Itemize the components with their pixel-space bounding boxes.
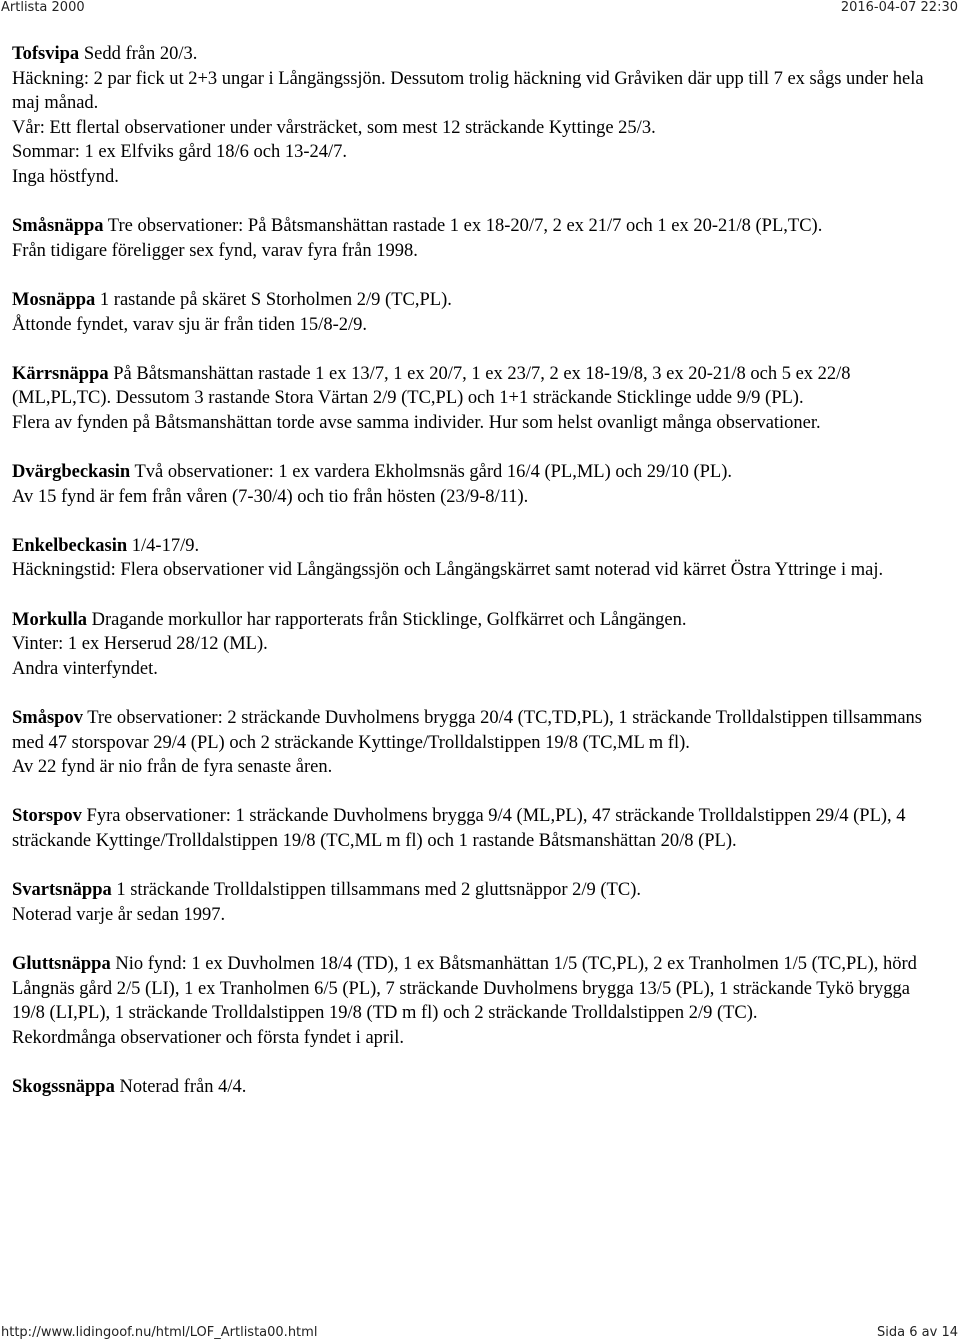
species-name: Mosnäppa bbox=[12, 289, 96, 310]
page-header bbox=[0, 0, 960, 18]
entry-note: Andra vinterfyndet. bbox=[12, 658, 158, 679]
page-number: Sida 6 av 14 bbox=[877, 1325, 958, 1340]
entry-first-line bbox=[12, 952, 947, 1026]
entry-note: Rekordmånga observationer och första fyndet i april. bbox=[12, 1027, 404, 1048]
entry-note: Av 22 fynd är nio från de fyra senaste åren. bbox=[12, 757, 333, 778]
entry-note: Inga höstfynd. bbox=[12, 166, 119, 187]
species-summary: Tre observationer: På Båtsmanshättan rastade 1 ex 18-20/7, 2 ex 21/7 och 1 ex 20-21/8 (PL,TC). bbox=[103, 216, 823, 237]
species-entry bbox=[12, 608, 947, 682]
entry-first-line bbox=[12, 362, 947, 411]
species-name: Gluttsnäppa bbox=[12, 953, 111, 974]
species-entry bbox=[12, 1075, 947, 1100]
species-entry bbox=[12, 804, 947, 853]
entry-first-line bbox=[12, 460, 947, 485]
page-footer bbox=[0, 1323, 960, 1341]
species-name: Skogssnäppa bbox=[12, 1076, 115, 1097]
species-summary: Tre observationer: 2 sträckande Duvholmens brygga 20/4 (TC,TD,PL), 1 sträckande Trolldalstippen tillsammans med 47 storspovar 29/4 (PL) och 2 sträckande Kyttinge/Trolldalstippen 19/8 (TC,ML m fl). bbox=[12, 708, 923, 753]
species-summary: 1 sträckande Trolldalstippen tillsammans med 2 gluttsnäppor 2/9 (TC). bbox=[111, 880, 641, 901]
print-datetime: 2016-04-07 22:30 bbox=[840, 0, 958, 15]
entry-note: Vinter: 1 ex Herserud 28/12 (ML). bbox=[12, 634, 268, 655]
species-entry bbox=[12, 460, 947, 509]
entry-first-line bbox=[12, 706, 947, 755]
species-name: Morkulla bbox=[12, 609, 88, 630]
source-url: http://www.lidingoof.nu/html/LOF_Artlista00.html bbox=[1, 1325, 318, 1340]
species-name: Småspov bbox=[12, 708, 83, 729]
entry-note: Häckningstid: Flera observationer vid Långängssjön och Långängskärret samt noterad vid kärret Östra Yttringe i maj. bbox=[12, 560, 884, 581]
species-entry bbox=[12, 288, 947, 337]
document-title: Artlista 2000 bbox=[1, 0, 85, 15]
species-entry bbox=[12, 42, 947, 190]
entry-first-line bbox=[12, 878, 947, 903]
species-entry bbox=[12, 878, 947, 927]
species-name: Kärrsnäppa bbox=[12, 363, 109, 384]
entry-first-line bbox=[12, 1075, 947, 1100]
entry-first-line bbox=[12, 534, 947, 559]
species-summary: 1/4-17/9. bbox=[127, 535, 200, 556]
species-name: Tofsvipa bbox=[12, 44, 80, 64]
species-entry bbox=[12, 952, 947, 1050]
species-summary: 1 rastande på skäret S Storholmen 2/9 (TC,PL). bbox=[95, 289, 452, 310]
entry-first-line bbox=[12, 608, 947, 633]
entry-note: Flera av fynden på Båtsmanshättan torde avse samma individer. Hur som helst ovanligt många observationer. bbox=[12, 412, 821, 433]
species-summary: På Båtsmanshättan rastade 1 ex 13/7, 1 ex 20/7, 1 ex 23/7, 2 ex 18-19/8, 3 ex 20-21/8 och 5 ex 22/8 (ML,PL,TC). Dessutom 3 rastande Stora Värtan 2/9 (TC,PL) och 1+1 sträckande Sticklinge udde 9/9 (PL). bbox=[12, 363, 851, 409]
species-name: Storspov bbox=[12, 806, 82, 827]
species-summary: Nio fynd: 1 ex Duvholmen 18/4 (TD), 1 ex Båtsmanhättan 1/5 (TC,PL), 2 ex Tranholmen 1/5 (TC,PL), hörd Långnäs gård 2/5 (LI), 1 ex Tranholmen 6/5 (PL), 7 sträckande Duvholmens brygga 13/5 (PL), 1 sträckande Tykö brygga 19/8 (LI,PL), 1 sträckande Trolldalstippen 19/8 (TD m fl) och 2 sträckande Trolldalstippen 2/9 (TC). bbox=[12, 953, 917, 1024]
entry-first-line bbox=[12, 42, 947, 67]
species-name: Enkelbeckasin bbox=[12, 535, 128, 556]
species-summary: Dragande morkullor har rapporterats från Sticklinge, Golfkärret och Långängen. bbox=[87, 609, 687, 630]
species-entry bbox=[12, 534, 947, 583]
species-summary: Noterad från 4/4. bbox=[114, 1076, 247, 1097]
entry-note: Av 15 fynd är fem från våren (7-30/4) och tio från hösten (23/9-8/11). bbox=[12, 486, 529, 507]
entry-note: Från tidigare föreligger sex fynd, varav fyra från 1998. bbox=[12, 240, 418, 261]
species-summary: Sedd från 20/3. bbox=[79, 44, 198, 64]
species-summary: Två observationer: 1 ex vardera Ekholmsnäs gård 16/4 (PL,ML) och 29/10 (PL). bbox=[130, 462, 732, 483]
species-name: Svartsnäppa bbox=[12, 880, 112, 901]
species-list bbox=[12, 42, 947, 1124]
entry-first-line bbox=[12, 804, 947, 853]
entry-first-line bbox=[12, 288, 947, 313]
entry-note: Åttonde fyndet, varav sju är från tiden 15/8-2/9. bbox=[12, 314, 367, 335]
species-name: Dvärgbeckasin bbox=[12, 462, 131, 483]
species-entry bbox=[12, 362, 947, 436]
species-name: Småsnäppa bbox=[12, 216, 104, 237]
entry-note: Häckning: 2 par fick ut 2+3 ungar i Långängssjön. Dessutom trolig häckning vid Gråviken där upp till 7 ex sågs under hela maj månad. bbox=[12, 68, 924, 114]
species-summary: Fyra observationer: 1 sträckande Duvholmens brygga 9/4 (ML,PL), 47 sträckande Trolldalstippen 29/4 (PL), 4 sträckande Kyttinge/Trolldalstippen 19/8 (TC,ML m fl) och 1 rastande Båtsmanshättan 20/8 (PL). bbox=[12, 806, 906, 851]
entry-note: Sommar: 1 ex Elfviks gård 18/6 och 13-24/7. bbox=[12, 142, 348, 163]
entry-note: Noterad varje år sedan 1997. bbox=[12, 904, 226, 925]
entry-note: Vår: Ett flertal observationer under vårsträcket, som mest 12 sträckande Kyttinge 25/3. bbox=[12, 117, 656, 138]
entry-first-line bbox=[12, 214, 947, 239]
species-entry bbox=[12, 214, 947, 263]
species-entry bbox=[12, 706, 947, 780]
